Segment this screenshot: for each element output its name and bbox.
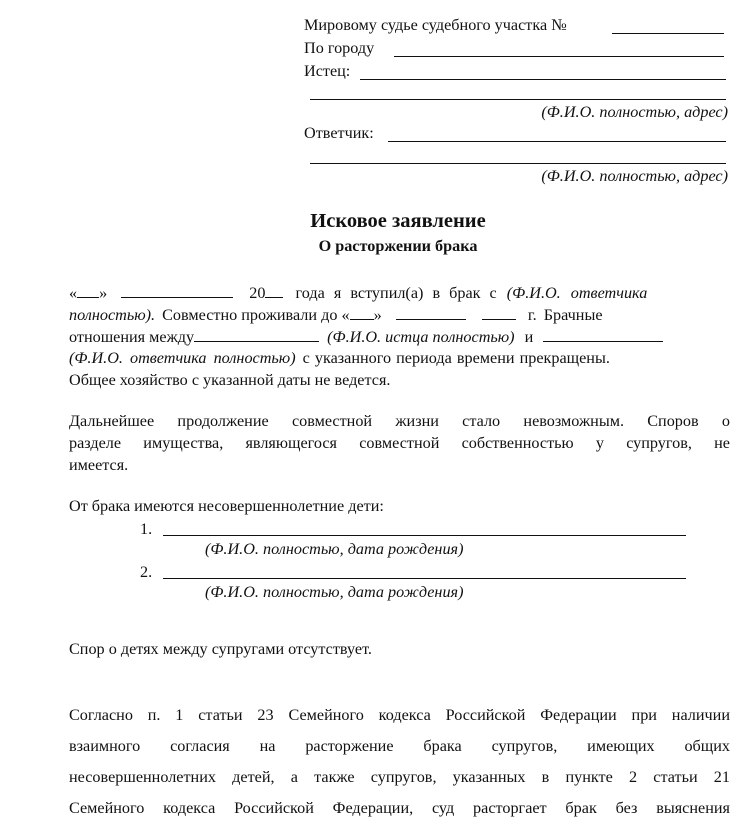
p1-line-2 [69,305,730,325]
defendant-blank-1 [388,141,726,142]
p2-line-1: Дальнейшее продолжение совместной жизни стало невозможным. Споров о [69,412,730,430]
defendant-name-hint: (Ф.И.О. ответчика [506,284,648,302]
year-prefix: 20 [249,284,266,302]
defendant-label: Ответчик: [304,124,374,142]
p2-line-3: имеется. [69,456,129,474]
document-title: Исковое заявление [310,210,486,232]
child-1-number: 1. [140,520,153,538]
child-1-hint: (Ф.И.О. полностью, дата рождения) [205,540,464,558]
plaintiff-label: Истец: [304,62,351,80]
child-1-blank [163,535,686,536]
city-label: По городу [304,39,375,57]
plaintiff-blank-1 [360,79,726,80]
quote-open: « [69,284,78,302]
defendant-hint: (Ф.И.О. полностью, адрес) [541,167,728,185]
p3-line-1: Согласно п. 1 статьи 23 Семейного кодекса Российской Федерации при наличии [69,706,730,724]
quote-close: » [99,284,108,302]
defendant-name-blank [543,327,663,342]
marriage-text: года я вступил(а) в брак с [295,284,497,302]
city-text: г. Брачные [527,306,603,324]
quote-close-2: » [373,306,382,324]
p1-line-1 [69,283,730,303]
plaintiff-name-hint: (Ф.И.О. истца полностью) [327,328,515,346]
cohab-month-blank [396,305,466,320]
child-2-blank [163,578,686,579]
p1-line-4 [69,349,610,368]
cohab-day-blank [350,305,374,320]
month-blank [121,283,233,298]
p3-line-2: взаимного согласия на расторжение брака супругов, имеющих общих [69,737,730,755]
city-blank [394,56,724,57]
document-subtitle: О расторжении брака [318,237,478,255]
plaintiff-name-blank [194,327,319,342]
relations-ended-text: с указанного периода времени прекращены. [302,349,610,367]
p3-line-4: Семейного кодекса Российской Федерации, суд расторгает брак без выяснения [69,799,730,817]
court-number-blank [612,33,724,34]
cohabitation-text: Совместно проживали до « [162,306,350,324]
year-blank [265,283,283,298]
defendant-fullname-hint: (Ф.И.О. ответчика полностью) [69,349,296,367]
and-text: и [524,328,534,346]
dispute-line: Спор о детях между супругами отсутствует. [69,640,372,658]
child-2-hint: (Ф.И.О. полностью, дата рождения) [205,583,464,601]
p3-line-3: несовершеннолетних детей, а также супругов, указанных в пункте 2 статьи 21 [69,768,730,786]
addressee-line [304,16,567,35]
addressee-text: Мировому судье судебного участка № [304,16,567,34]
plaintiff-hint: (Ф.И.О. полностью, адрес) [541,103,728,121]
p2-line-2: разделе имущества, являющегося совместной собственностью у супругов, не [69,434,730,452]
p1-line-5: Общее хозяйство с указанной даты не ведется. [69,371,391,389]
defendant-blank-2 [310,163,726,164]
children-intro: От брака имеются несовершеннолетние дети: [69,497,384,515]
child-2-number: 2. [140,563,153,581]
fullname-hint: полностью). [69,306,156,324]
day-blank [77,283,99,298]
plaintiff-blank-2 [310,99,726,100]
relations-text: отношения между [69,328,195,346]
p1-line-3 [69,327,663,347]
cohab-year-blank [482,305,516,320]
